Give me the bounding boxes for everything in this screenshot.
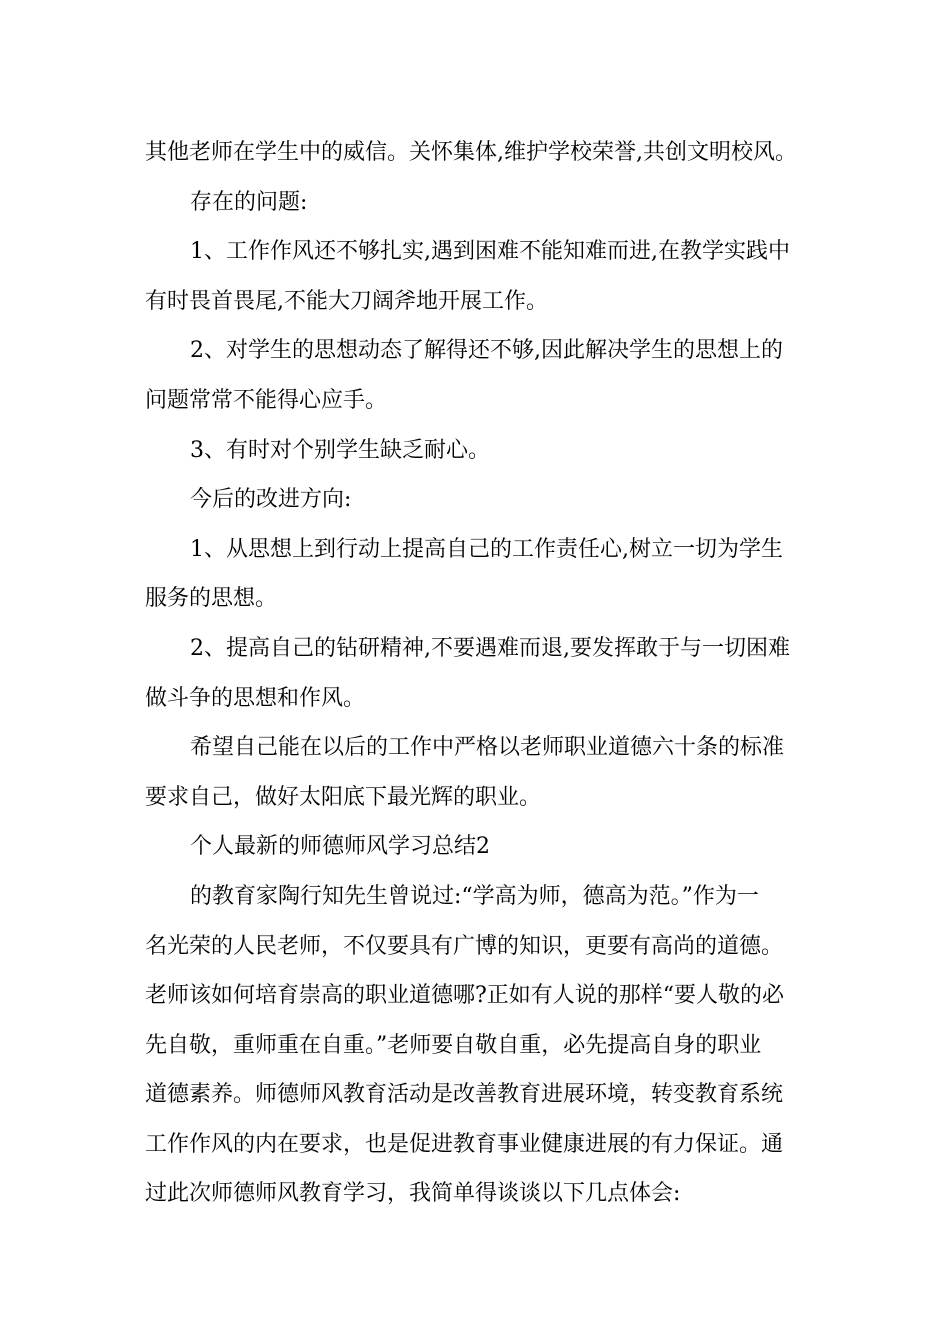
text-line: 做斗争的思想和作风。 [145,685,366,711]
text-line: 名光荣的人民老师，不仅要具有广博的知识，更要有高尚的道德。 [145,933,784,959]
text-line: 1、从思想上到行动上提高自己的工作责任心,树立一切为学生 [190,536,783,562]
text-line: 道德素养。师德师风教育活动是改善教育进展环境，转变教育系统 [145,1082,784,1108]
text-line: 先自敬，重师重在自重。”老师要自敬自重，必先提高自身的职业 [145,1032,762,1058]
article-title: 个人最新的师德师风学习总结2 [190,834,490,860]
text-line: 工作作风的内在要求，也是促进教育事业健康进展的有力保证。通 [145,1131,784,1157]
text-line: 1、工作作风还不够扎实,遇到困难不能知难而进,在教学实践中 [190,239,790,265]
text-line: 2、提高自己的钻研精神,不要遇难而退,要发挥敢于与一切困难 [190,635,790,661]
text-line: 老师该如何培育崇高的职业道德哪?正如有人说的那样“要人敬的必 [145,983,785,1009]
document-body [145,128,807,1219]
section-heading-improvements: 今后的改进方向: [190,487,352,513]
text-line: 服务的思想。 [145,586,278,612]
text-line: 2、对学生的思想动态了解得还不够,因此解决学生的思想上的 [190,338,783,364]
text-line: 有时畏首畏尾,不能大刀阔斧地开展工作。 [145,288,548,314]
section-heading-problems: 存在的问题: [190,189,308,215]
text-line: 希望自己能在以后的工作中严格以老师职业道德六十条的标准 [190,735,785,761]
text-line: 的教育家陶行知先生曾说过:“学高为师，德高为范。”作为一 [190,883,759,909]
text-line: 3、有时对个别学生缺乏耐心。 [190,437,490,463]
text-line: 要求自己，做好太阳底下最光辉的职业。 [145,784,542,810]
text-line: 问题常常不能得心应手。 [145,387,388,413]
text-line: 过此次师德师风教育学习，我简单得谈谈以下几点体会: [145,1181,681,1207]
text-line: 其他老师在学生中的威信。关怀集体,维护学校荣誉,共创文明校风。 [145,140,797,165]
